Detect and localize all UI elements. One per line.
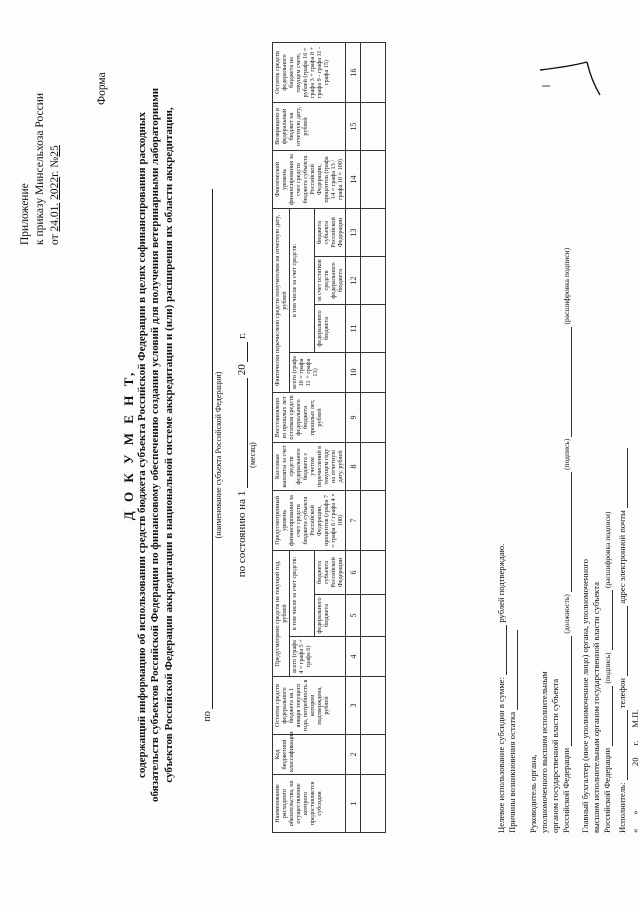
table-row bbox=[361, 42, 386, 832]
stamp-place: М.П. bbox=[630, 709, 640, 728]
th-planned-incl: в том числе за счет средств: bbox=[290, 550, 315, 636]
appendix-label: Приложение bbox=[19, 183, 31, 245]
month-caption: (месяц) bbox=[248, 442, 257, 468]
th-planned-total: всего (графа 4 = графа 5 + графа 6) bbox=[290, 637, 346, 677]
head-signature-block: Руководитель органа, уполномоченного высшим исполнительным органом государственной власти субъекта Российской Федерации (должность) (подпись) (расшифровка подписи) bbox=[528, 247, 571, 833]
th-fact-fed-rest: за счет остатков средств федерального бюджета bbox=[315, 256, 346, 304]
as-of-line: по состоянию на 1 20 г. (месяц) bbox=[236, 185, 257, 725]
position-caption: (должность) bbox=[562, 594, 571, 634]
reasons-line: Причины возникновения остатка bbox=[507, 630, 518, 833]
title-heading: Д О К У М Е Н Т, bbox=[121, 369, 136, 521]
order-number: 25 bbox=[49, 145, 61, 157]
subject-caption: (наименование субъекта Российской Федерации) bbox=[214, 371, 223, 539]
th-planned-fed: федерального бюджета bbox=[315, 595, 346, 637]
column-numbers-row: 1 2 3 4 5 6 7 8 9 10 11 12 13 14 15 16 bbox=[346, 42, 361, 832]
th-restored: Восстановлено из прошлых лет остатков средств федерального бюджета прошлых лет, рублей bbox=[273, 392, 346, 442]
date-line: «» 20 г. М.П. bbox=[630, 709, 640, 833]
handwritten-mark bbox=[532, 40, 602, 100]
th-returned: Возвращено в федеральный бюджет на отчетную дату, рублей bbox=[273, 102, 346, 150]
th-remaining: Остаток средств федерального бюджета на текущем счете, рублей (графа 16 = графа 3 + графа 8 + графа 9 - графа 11 - графа 15) bbox=[273, 42, 346, 102]
report-table bbox=[272, 42, 386, 833]
subject-name-blank bbox=[200, 189, 213, 709]
th-cash-payments: Кассовые выплаты за счет средств федерального бюджета с учетом перечислений в текущем году на отчетную дату, рублей bbox=[273, 442, 346, 490]
accountant-signature-block: Главный бухгалтер (иное уполномоченное лицо) органа, уполномоченного высшим исполнительным органом государственной власти субъекта Российской Федерации (подпись) (расшифровка подписи) bbox=[580, 511, 612, 833]
year-blank bbox=[236, 342, 248, 362]
th-actual-level: Фактический уровень финансирования за счет средств бюджета субъекта Российской Федерации, процентов (графа 14 = графа 13 / графа 10 × 100) bbox=[273, 150, 346, 208]
th-fact-reg: бюджета субъекта Российской Федерации bbox=[315, 208, 346, 256]
title-line-2: обязательств субъектов Российской Федерации по финансовому обеспечению создания условий для получения ветеринарными лабораториями bbox=[149, 87, 161, 803]
executor-line: Исполнитель: телефон адрес электронной почты bbox=[617, 448, 628, 833]
form-label: Форма bbox=[96, 72, 108, 105]
th-planned-level: Предусмотренный уровень финансирования за счет средств бюджета субъекта Российской Федерации, процентов (графа 7 = графа 6 / графа 4 × 100) bbox=[273, 490, 346, 550]
th-fact-total: всего (графа 10 = графа 11 + графа 13) bbox=[290, 352, 346, 392]
decode-caption: (расшифровка подписи) bbox=[562, 247, 571, 325]
th-bcc: Код бюджетной классификации bbox=[273, 735, 346, 775]
order-year: 2022 bbox=[49, 176, 61, 200]
order-date-line: от 24.01. 2022г. №25 bbox=[49, 145, 61, 245]
document-title bbox=[122, 45, 176, 845]
th-planned: Предусмотрено средств на текущий год, рублей bbox=[273, 550, 290, 676]
order-day-month: 24.01. bbox=[49, 202, 61, 232]
th-planned-reg: бюджета субъекта Российской Федерации bbox=[315, 550, 346, 594]
month-blank bbox=[236, 378, 248, 488]
target-use-line: Целевое использование субсидии в сумме: рублей подтверждаю. bbox=[496, 543, 506, 833]
order-reference: к приказу Минсельхоза России bbox=[34, 92, 46, 245]
th-obligation: Наименование расходного обязательства, на осуществление которого предоставляется субсидия bbox=[273, 775, 346, 833]
th-fact-fed: федерального бюджета bbox=[315, 304, 346, 352]
th-balance: Остаток средств федерального бюджета на 1 января текущего года, потребность в котором подтверждена, рублей bbox=[273, 677, 346, 735]
th-fact-incl: в том числе за счет средств: bbox=[290, 208, 315, 352]
title-line-3: субъектов Российской Федерации аккредитации в национальной системе аккредитации и (или) расширения их области аккредитации, bbox=[162, 107, 175, 783]
subject-line: по (наименование субъекта Российской Федерации) bbox=[200, 155, 223, 755]
th-transferred: Фактически перечислено средств получателям на отчетную дату, рублей bbox=[273, 208, 290, 392]
title-line-1: содержащий информацию об использовании средств бюджета субъекта Российской Федерации в целях софинансирования расходных bbox=[135, 112, 148, 778]
signature-caption: (подпись) bbox=[562, 438, 571, 470]
document-header bbox=[18, 15, 63, 245]
